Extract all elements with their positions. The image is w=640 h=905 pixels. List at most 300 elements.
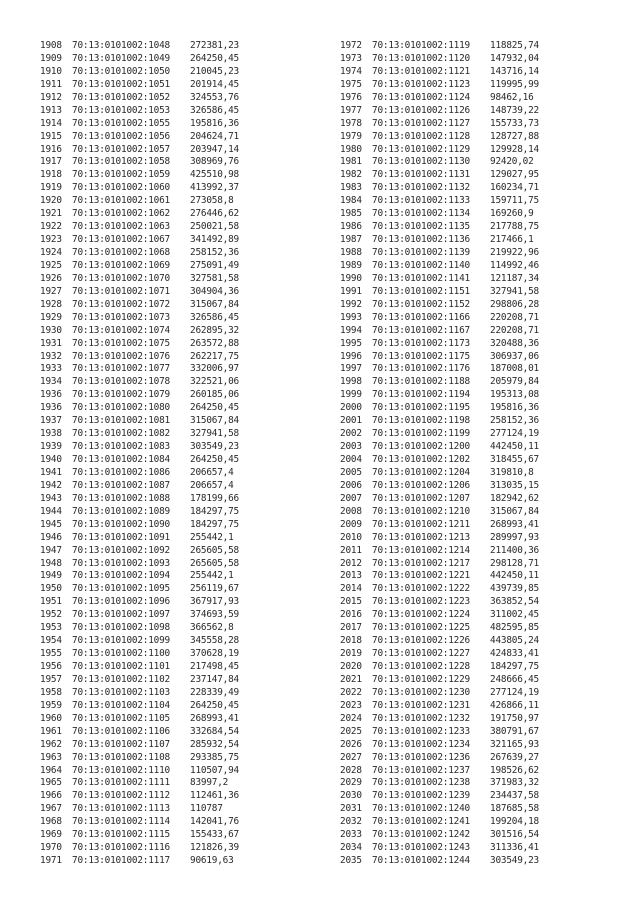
cadastral-number: 70:13:0101002:1198 [372,415,470,427]
cadastral-value: 315067,84 [190,298,239,310]
cadastral-value: 187008,01 [490,363,539,375]
cadastral-number: 70:13:0101002:1188 [372,376,470,388]
table-row [340,195,600,208]
row-number: 1926 [40,272,62,284]
cadastral-value: 160234,71 [490,182,539,194]
row-number: 2010 [340,531,362,543]
table-row [40,596,300,609]
row-number: 1929 [40,311,62,323]
table-row [40,493,300,506]
row-number: 2003 [340,441,362,453]
cadastral-number: 70:13:0101002:1101 [72,661,170,672]
cadastral-value: 319810,8 [490,466,534,478]
cadastral-value: 413992,37 [190,182,239,194]
table-row [340,389,600,402]
table-row [40,53,300,66]
cadastral-number: 70:13:0101002:1074 [72,324,170,336]
cadastral-value: 262895,32 [190,324,239,336]
cadastral-value: 142041,76 [190,816,239,828]
table-row [340,363,600,376]
cadastral-value: 380791,67 [490,725,539,737]
cadastral-value: 321165,93 [490,738,539,750]
cadastral-value: 289997,93 [490,531,539,543]
cadastral-number: 70:13:0101002:1058 [72,156,170,168]
cadastral-value: 184297,75 [490,661,539,672]
cadastral-number: 70:13:0101002:1083 [72,441,170,453]
row-number: 2007 [340,492,362,504]
table-row [340,855,600,868]
table-row [340,558,600,571]
cadastral-number: 70:13:0101002:1229 [372,673,470,685]
cadastral-number: 70:13:0101002:1200 [372,441,470,453]
row-number: 1909 [40,52,62,64]
table-row [340,221,600,234]
cadastral-value: 262217,75 [190,350,239,362]
row-number: 1963 [40,751,62,763]
cadastral-number: 70:13:0101002:1173 [372,337,470,349]
table-row [40,609,300,622]
row-number: 1928 [40,298,62,310]
cadastral-number: 70:13:0101002:1129 [372,143,470,155]
table-row [40,648,300,661]
cadastral-number: 70:13:0101002:1231 [372,699,470,711]
row-number: 1918 [40,169,62,181]
table-row [40,40,300,53]
table-row [40,713,300,726]
cadastral-number: 70:13:0101002:1084 [72,454,170,465]
cadastral-value: 92420,02 [490,156,534,168]
row-number: 2020 [340,661,362,672]
cadastral-number: 70:13:0101002:1175 [372,350,470,362]
table-row [340,40,600,53]
row-number: 1968 [40,816,62,828]
table-row [340,674,600,687]
table-row [340,842,600,855]
row-number: 2022 [340,686,362,698]
row-number: 1944 [40,505,62,517]
row-number: 2015 [340,596,362,608]
table-row [340,234,600,247]
cadastral-value: 112461,36 [190,790,239,802]
table-row [40,441,300,454]
row-number: 1988 [340,247,362,258]
cadastral-number: 70:13:0101002:1152 [372,298,470,310]
cadastral-value: 272381,23 [190,40,239,51]
row-number: 1979 [340,130,362,142]
table-row [340,312,600,325]
row-number: 1942 [40,479,62,491]
row-number: 1983 [340,182,362,194]
cadastral-value: 217788,75 [490,221,539,233]
table-row [40,273,300,286]
cadastral-value: 275091,49 [190,259,239,271]
table-row [340,131,600,144]
cadastral-value: 184297,75 [190,505,239,517]
cadastral-number: 70:13:0101002:1222 [372,583,470,595]
table-row [40,480,300,493]
table-row [40,467,300,480]
cadastral-value: 220208,71 [490,324,539,336]
cadastral-value: 327581,58 [190,272,239,284]
table-row [40,545,300,558]
cadastral-value: 443805,24 [490,635,539,647]
cadastral-value: 198526,62 [490,764,539,776]
cadastral-value: 195313,08 [490,389,539,401]
cadastral-number: 70:13:0101002:1195 [372,402,470,414]
cadastral-value: 220208,71 [490,311,539,323]
cadastral-value: 265605,58 [190,557,239,569]
table-row [40,816,300,829]
cadastral-value: 264250,45 [190,454,239,465]
cadastral-number: 70:13:0101002:1233 [372,725,470,737]
table-row [340,182,600,195]
table-row [40,661,300,674]
table-row [40,363,300,376]
cadastral-value: 326586,45 [190,311,239,323]
row-number: 1947 [40,544,62,556]
row-number: 1986 [340,221,362,233]
cadastral-value: 363852,54 [490,596,539,608]
cadastral-value: 248666,45 [490,673,539,685]
cadastral-value: 341492,89 [190,234,239,246]
cadastral-value: 255442,1 [190,570,234,582]
table-row [340,480,600,493]
row-number: 2025 [340,725,362,737]
table-row [40,506,300,519]
row-number: 1982 [340,169,362,181]
row-number: 1939 [40,441,62,453]
cadastral-number: 70:13:0101002:1080 [72,402,170,414]
row-number: 2027 [340,751,362,763]
cadastral-value: 374693,59 [190,609,239,621]
cadastral-value: 90619,63 [190,855,234,867]
cadastral-number: 70:13:0101002:1077 [72,363,170,375]
table-row [40,402,300,415]
cadastral-value: 442450,11 [490,570,539,582]
cadastral-value: 210045,23 [190,65,239,77]
cadastral-value: 148739,22 [490,104,539,116]
cadastral-number: 70:13:0101002:1076 [72,350,170,362]
table-row [340,105,600,118]
row-number: 2009 [340,518,362,530]
cadastral-value: 311336,41 [490,842,539,854]
table-row [340,622,600,635]
cadastral-value: 187685,58 [490,803,539,815]
cadastral-number: 70:13:0101002:1131 [372,169,470,181]
cadastral-value: 370628,19 [190,648,239,660]
right-column [340,40,600,868]
cadastral-value: 273058,8 [190,195,234,207]
table-row [40,234,300,247]
table-row [40,105,300,118]
table-row [40,790,300,803]
cadastral-number: 70:13:0101002:1052 [72,91,170,103]
table-row [340,648,600,661]
row-number: 1938 [40,428,62,440]
table-row [340,208,600,221]
row-number: 1913 [40,104,62,116]
row-number: 1991 [340,285,362,297]
table-row [340,66,600,79]
cadastral-number: 70:13:0101002:1105 [72,712,170,724]
row-number: 1972 [340,40,362,51]
row-number: 2029 [340,777,362,789]
cadastral-number: 70:13:0101002:1141 [372,272,470,284]
cadastral-value: 169260,9 [490,208,534,220]
cadastral-value: 425510,98 [190,169,239,181]
cadastral-value: 159711,75 [490,195,539,207]
table-row [340,454,600,467]
cadastral-number: 70:13:0101002:1234 [372,738,470,750]
row-number: 1919 [40,182,62,194]
table-row [40,726,300,739]
cadastral-number: 70:13:0101002:1211 [372,518,470,530]
cadastral-value: 98462,16 [490,91,534,103]
cadastral-value: 110787 [190,803,223,815]
cadastral-number: 70:13:0101002:1167 [372,324,470,336]
cadastral-number: 70:13:0101002:1082 [72,428,170,440]
cadastral-number: 70:13:0101002:1214 [372,544,470,556]
table-row [340,273,600,286]
cadastral-number: 70:13:0101002:1104 [72,699,170,711]
row-number: 1958 [40,686,62,698]
cadastral-value: 191750,97 [490,712,539,724]
cadastral-number: 70:13:0101002:1078 [72,376,170,388]
table-row [40,156,300,169]
cadastral-number: 70:13:0101002:1055 [72,117,170,129]
cadastral-value: 255442,1 [190,531,234,543]
table-row [340,338,600,351]
cadastral-number: 70:13:0101002:1071 [72,285,170,297]
cadastral-value: 322521,06 [190,376,239,388]
row-number: 2000 [340,402,362,414]
row-number: 1977 [340,104,362,116]
row-number: 1996 [340,350,362,362]
cadastral-number: 70:13:0101002:1087 [72,479,170,491]
row-number: 1923 [40,234,62,246]
row-number: 1916 [40,143,62,155]
cadastral-value: 118825,74 [490,40,539,51]
row-number: 1933 [40,363,62,375]
cadastral-value: 201914,45 [190,78,239,90]
table-row [340,118,600,131]
cadastral-number: 70:13:0101002:1116 [72,842,170,854]
table-row [40,221,300,234]
table-row [40,532,300,545]
row-number: 2032 [340,816,362,828]
row-number: 1964 [40,764,62,776]
cadastral-value: 263572,88 [190,337,239,349]
table-row [40,635,300,648]
table-row [340,169,600,182]
cadastral-number: 70:13:0101002:1130 [372,156,470,168]
cadastral-value: 315067,84 [490,505,539,517]
cadastral-value: 306937,06 [490,350,539,362]
cadastral-value: 119995,99 [490,78,539,90]
row-number: 1937 [40,415,62,427]
cadastral-number: 70:13:0101002:1093 [72,557,170,569]
row-number: 1925 [40,259,62,271]
cadastral-number: 70:13:0101002:1070 [72,272,170,284]
table-row [40,389,300,402]
row-number: 1936 [40,389,62,401]
cadastral-value: 303549,23 [490,855,539,867]
cadastral-number: 70:13:0101002:1230 [372,686,470,698]
cadastral-number: 70:13:0101002:1134 [372,208,470,220]
row-number: 1981 [340,156,362,168]
cadastral-number: 70:13:0101002:1223 [372,596,470,608]
cadastral-number: 70:13:0101002:1166 [372,311,470,323]
cadastral-value: 228339,49 [190,686,239,698]
table-row [40,803,300,816]
cadastral-value: 204624,71 [190,130,239,142]
table-row [340,325,600,338]
row-number: 1927 [40,285,62,297]
cadastral-number: 70:13:0101002:1121 [372,65,470,77]
cadastral-value: 206657,4 [190,466,234,478]
cadastral-value: 277124,19 [490,428,539,440]
row-number: 1999 [340,389,362,401]
cadastral-value: 217498,45 [190,661,239,672]
table-row [340,739,600,752]
cadastral-number: 70:13:0101002:1236 [372,751,470,763]
cadastral-value: 304904,36 [190,285,239,297]
row-number: 1970 [40,842,62,854]
cadastral-value: 293385,75 [190,751,239,763]
cadastral-number: 70:13:0101002:1206 [372,479,470,491]
row-number: 1960 [40,712,62,724]
cadastral-value: 320488,36 [490,337,539,349]
cadastral-number: 70:13:0101002:1199 [372,428,470,440]
left-column [40,40,300,868]
row-number: 2023 [340,699,362,711]
row-number: 1943 [40,492,62,504]
table-row [40,118,300,131]
cadastral-number: 70:13:0101002:1127 [372,117,470,129]
cadastral-value: 217466,1 [490,234,534,246]
table-row [340,713,600,726]
row-number: 2005 [340,466,362,478]
row-number: 1965 [40,777,62,789]
cadastral-number: 70:13:0101002:1096 [72,596,170,608]
row-number: 1920 [40,195,62,207]
table-row [340,816,600,829]
cadastral-value: 182942,62 [490,492,539,504]
cadastral-number: 70:13:0101002:1110 [72,764,170,776]
cadastral-number: 70:13:0101002:1089 [72,505,170,517]
table-row [40,829,300,842]
cadastral-value: 264250,45 [190,699,239,711]
row-number: 1961 [40,725,62,737]
row-number: 1953 [40,622,62,634]
cadastral-value: 250021,58 [190,221,239,233]
table-row [40,583,300,596]
table-row [40,752,300,765]
table-row [340,752,600,765]
row-number: 1989 [340,259,362,271]
row-number: 2017 [340,622,362,634]
cadastral-value: 260185,06 [190,389,239,401]
table-row [40,338,300,351]
row-number: 1932 [40,350,62,362]
table-row [40,376,300,389]
cadastral-number: 70:13:0101002:1108 [72,751,170,763]
table-row [40,195,300,208]
table-row [340,700,600,713]
cadastral-value: 264250,45 [190,52,239,64]
row-number: 1914 [40,117,62,129]
cadastral-number: 70:13:0101002:1123 [372,78,470,90]
table-row [340,726,600,739]
cadastral-number: 70:13:0101002:1075 [72,337,170,349]
cadastral-value: 315067,84 [190,415,239,427]
cadastral-number: 70:13:0101002:1053 [72,104,170,116]
row-number: 1984 [340,195,362,207]
row-number: 2028 [340,764,362,776]
cadastral-value: 366562,8 [190,622,234,634]
cadastral-value: 439739,85 [490,583,539,595]
cadastral-value: 143716,14 [490,65,539,77]
table-row [340,583,600,596]
table-row [340,687,600,700]
cadastral-value: 345558,28 [190,635,239,647]
cadastral-value: 311002,45 [490,609,539,621]
cadastral-number: 70:13:0101002:1221 [372,570,470,582]
cadastral-number: 70:13:0101002:1049 [72,52,170,64]
table-row [40,144,300,157]
cadastral-number: 70:13:0101002:1092 [72,544,170,556]
cadastral-number: 70:13:0101002:1114 [72,816,170,828]
row-number: 1987 [340,234,362,246]
row-number: 2021 [340,673,362,685]
table-row [40,558,300,571]
table-row [40,777,300,790]
row-number: 2024 [340,712,362,724]
cadastral-number: 70:13:0101002:1242 [372,829,470,841]
cadastral-value: 129928,14 [490,143,539,155]
table-row [340,247,600,260]
table-row [40,66,300,79]
row-number: 2012 [340,557,362,569]
row-number: 1908 [40,40,62,51]
row-number: 1924 [40,247,62,258]
table-row [40,428,300,441]
cadastral-value: 211400,36 [490,544,539,556]
table-row [40,454,300,467]
cadastral-value: 426866,11 [490,699,539,711]
table-row [40,855,300,868]
table-row [40,131,300,144]
table-row [340,79,600,92]
cadastral-value: 237147,84 [190,673,239,685]
cadastral-value: 195816,36 [490,402,539,414]
cadastral-value: 482595,85 [490,622,539,634]
cadastral-number: 70:13:0101002:1213 [372,531,470,543]
row-number: 1997 [340,363,362,375]
cadastral-number: 70:13:0101002:1232 [372,712,470,724]
cadastral-number: 70:13:0101002:1103 [72,686,170,698]
row-number: 1955 [40,648,62,660]
table-row [340,829,600,842]
cadastral-number: 70:13:0101002:1098 [72,622,170,634]
cadastral-value: 256119,67 [190,583,239,595]
cadastral-value: 313035,15 [490,479,539,491]
row-number: 1992 [340,298,362,310]
row-number: 1978 [340,117,362,129]
cadastral-value: 195816,36 [190,117,239,129]
cadastral-number: 70:13:0101002:1228 [372,661,470,672]
cadastral-number: 70:13:0101002:1050 [72,65,170,77]
